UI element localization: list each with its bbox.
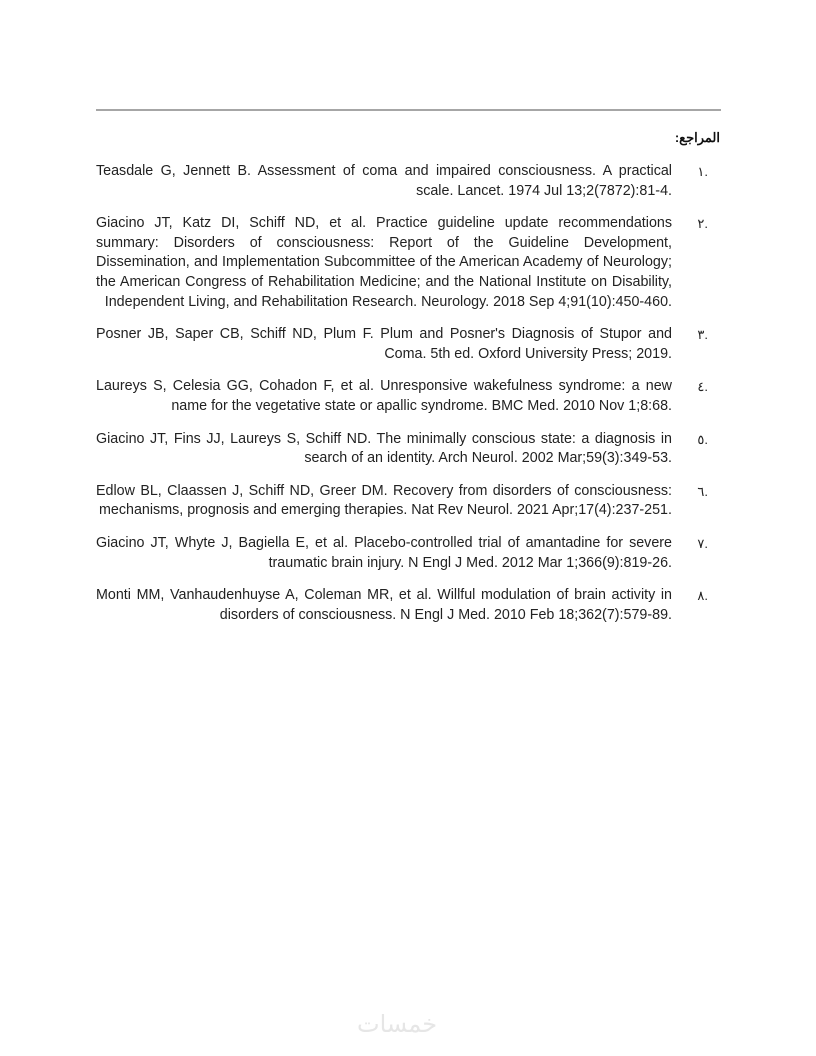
reference-item	[96, 482, 721, 521]
reference-number: .٧	[697, 535, 708, 551]
reference-text: Teasdale G, Jennett B. Assessment of coma and impaired consciousness. A practical scale. Lancet. 1974 Jul 13;2(7872):81-4.	[96, 163, 672, 199]
reference-text: Laureys S, Celesia GG, Cohadon F, et al. Unresponsive wakefulness syndrome: a new name for the vegetative state or apallic syndrome. BMC Med. 2010 Nov 1;8:68.	[96, 378, 672, 414]
reference-item	[96, 214, 721, 312]
reference-number: .٣	[697, 327, 708, 343]
reference-number: .٢	[697, 216, 708, 232]
reference-item	[96, 377, 721, 416]
references-heading: المراجع:	[674, 130, 720, 145]
reference-text: Giacino JT, Whyte J, Bagiella E, et al. Placebo-controlled trial of amantadine for severe traumatic brain injury. N Engl J Med. 2012 Mar 1;366(9):819-26.	[96, 534, 672, 571]
watermark-logo: خمسات	[357, 1010, 438, 1038]
reference-number: .٥	[697, 431, 708, 447]
reference-number: .١	[697, 164, 708, 179]
reference-item	[96, 534, 721, 573]
references-list	[96, 162, 721, 638]
reference-text: Monti MM, Vanhaudenhuyse A, Coleman MR, et al. Willful modulation of brain activity in disorders of consciousness. N Engl J Med. 2010 Feb 18;362(7):579-89.	[96, 587, 672, 623]
reference-item	[96, 430, 721, 469]
header-divider	[96, 109, 721, 111]
reference-item	[96, 162, 721, 201]
reference-text: Posner JB, Saper CB, Schiff ND, Plum F. Plum and Posner's Diagnosis of Stupor and Coma. 5th ed. Oxford University Press; 2019.	[96, 326, 672, 362]
reference-item	[96, 586, 721, 625]
reference-item	[96, 325, 721, 364]
reference-number: .٤	[697, 379, 708, 395]
reference-text: Giacino JT, Fins JJ, Laureys S, Schiff ND. The minimally conscious state: a diagnosis in search of an identity. Arch Neurol. 2002 Mar;59(3):349-53.	[96, 430, 672, 467]
reference-number: .٨	[697, 588, 708, 604]
reference-text: Edlow BL, Claassen J, Schiff ND, Greer DM. Recovery from disorders of consciousness: mechanisms, prognosis and emerging therapies. Nat Rev Neurol. 2021 Apr;17(4):237-251.	[96, 482, 672, 519]
reference-text: Giacino JT, Katz DI, Schiff ND, et al. Practice guideline update recommendations summary: Disorders of consciousness: Report of the Guideline Development, Dissemination, and Implementation Subcommittee of the American Academy of Neurology; the American Congress of Rehabilitation Medicine; and the National Institute on Disability, Independent Living, and Rehabilitation Research. Neurology. 2018 Sep 4;91(10):450-460.	[96, 215, 672, 310]
reference-number: .٦	[697, 483, 708, 499]
